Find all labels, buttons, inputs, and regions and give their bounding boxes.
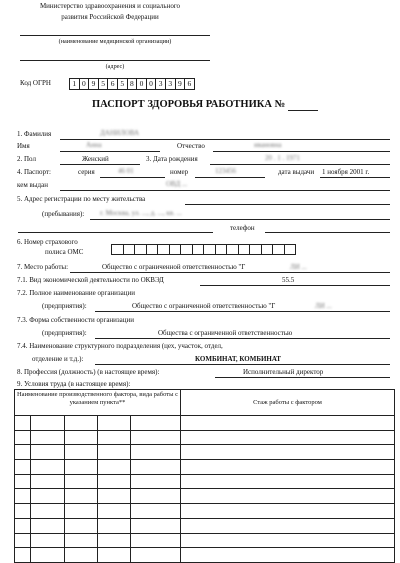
issue-date-value[interactable]: 1 ноября 2001 г.: [322, 168, 370, 176]
table-cell[interactable]: [65, 430, 98, 445]
table-row: [15, 445, 395, 460]
table-cell[interactable]: [181, 445, 395, 460]
table-row: [15, 489, 395, 504]
table-cell[interactable]: [181, 474, 395, 489]
table-cell[interactable]: [181, 416, 395, 431]
table-cell[interactable]: [98, 533, 131, 548]
table-row: [15, 474, 395, 489]
oms-label-line1: 6. Номер страхового: [17, 238, 78, 246]
table-cell[interactable]: [131, 460, 181, 475]
number-value[interactable]: 123456: [215, 167, 236, 175]
address-caption: (адрес): [105, 63, 125, 70]
birth-date-value[interactable]: 20 . 1 . 1971: [265, 154, 300, 162]
table-cell[interactable]: [181, 518, 395, 533]
ogrn-label: Код ОГРН: [20, 79, 51, 87]
table-cell[interactable]: [131, 533, 181, 548]
full-name-value-blurred: ЛИ ...: [315, 302, 332, 310]
table-cell[interactable]: [31, 548, 65, 563]
workplace-value[interactable]: Общество с ограниченной ответственностью "Г: [102, 263, 246, 271]
table-cell[interactable]: [181, 504, 395, 519]
issued-by-value[interactable]: ОВД ...: [166, 180, 188, 188]
table-cell[interactable]: [31, 430, 65, 445]
work-conditions-label: 9. Условия труда (в настоящее время):: [17, 380, 131, 388]
issue-date-line: [320, 177, 390, 178]
table-cell[interactable]: [98, 548, 131, 563]
org-name-line[interactable]: [20, 35, 210, 36]
table-cell[interactable]: [131, 504, 181, 519]
okved-line: [200, 285, 390, 286]
table-cell[interactable]: [15, 445, 31, 460]
table-cell[interactable]: [181, 430, 395, 445]
table-cell[interactable]: [31, 504, 65, 519]
table-row: [15, 548, 395, 563]
table-cell[interactable]: [98, 460, 131, 475]
table-cell[interactable]: [15, 504, 31, 519]
full-name-sub-label: (предприятия):: [42, 302, 87, 310]
ogrn-digit-cell[interactable]: 9: [175, 78, 186, 90]
table-cell[interactable]: [181, 533, 395, 548]
org-name-caption: (наименование медицинской организации): [58, 38, 172, 45]
profession-label: 8. Профессия (должность) (в настоящее время):: [17, 368, 160, 376]
address-line-2: [90, 219, 390, 220]
ogrn-digit-cell[interactable]: 0: [146, 78, 157, 90]
factor-experience-header: Стаж работы с фактором: [181, 390, 395, 416]
profession-value[interactable]: Исполнительный директор: [243, 368, 324, 376]
table-cell[interactable]: [65, 504, 98, 519]
surname-label: 1. Фамилия: [17, 130, 52, 138]
issued-by-line: [60, 190, 390, 191]
passport-label: 4. Паспорт:: [17, 168, 51, 176]
table-cell[interactable]: [31, 489, 65, 504]
series-value[interactable]: 46 01: [118, 167, 134, 175]
table-cell[interactable]: [31, 533, 65, 548]
table-cell[interactable]: [98, 416, 131, 431]
ogrn-digit-cell[interactable]: 0: [136, 78, 147, 90]
table-cell[interactable]: [98, 518, 131, 533]
table-cell[interactable]: [131, 518, 181, 533]
surname-value[interactable]: ДАНИЛОВА: [100, 129, 140, 137]
series-line: [100, 177, 165, 178]
ownership-value[interactable]: Общества с ограниченной ответственностью: [158, 329, 293, 337]
patronymic-value[interactable]: ивановна: [254, 141, 282, 149]
table-cell[interactable]: [15, 460, 31, 475]
table-cell[interactable]: [31, 518, 65, 533]
oms-cells[interactable]: [112, 244, 296, 255]
factor-name-header: Наименование производственного фактора, вида работы с указанием пункта**: [15, 390, 181, 416]
table-row: [15, 533, 395, 548]
address-line[interactable]: [20, 60, 210, 61]
ministry-line-1: Министерство здравоохранения и социального: [39, 2, 181, 10]
phone-label: телефон: [230, 224, 255, 232]
profession-line: [215, 377, 390, 378]
table-cell[interactable]: [98, 430, 131, 445]
table-row: [15, 518, 395, 533]
table-cell[interactable]: [65, 445, 98, 460]
table-cell[interactable]: [65, 474, 98, 489]
number-line: [195, 177, 265, 178]
issue-date-label: дата выдачи: [278, 168, 315, 176]
ministry-line-2: развития Российской Федерации: [61, 13, 159, 21]
series-label: серия: [78, 168, 95, 176]
table-cell[interactable]: [31, 445, 65, 460]
workplace-label: 7. Место работы:: [17, 263, 69, 271]
table-cell[interactable]: [31, 460, 65, 475]
address-value[interactable]: г. Москва, ул. ..., д. ..., кв. ...: [100, 209, 182, 217]
full-name-line: [95, 311, 390, 312]
ogrn-digit-cell[interactable]: 6: [107, 78, 118, 90]
table-cell[interactable]: [15, 548, 31, 563]
ogrn-digit-cell[interactable]: 6: [184, 78, 195, 90]
passport-number-line[interactable]: [288, 110, 318, 111]
workplace-value-blurred: ЛИ ...: [290, 263, 307, 271]
gender-line: [60, 164, 140, 165]
name-label: Имя: [17, 142, 30, 150]
ogrn-digit-cell[interactable]: 8: [127, 78, 138, 90]
address-line-3: [18, 232, 213, 233]
table-cell[interactable]: [65, 489, 98, 504]
table-cell[interactable]: [98, 474, 131, 489]
division-sub-label: отделение и т.д.):: [32, 355, 84, 363]
table-cell[interactable]: [131, 430, 181, 445]
table-cell[interactable]: [65, 533, 98, 548]
ogrn-digit-cell[interactable]: 0: [79, 78, 90, 90]
table-cell[interactable]: [31, 416, 65, 431]
ogrn-digit-cell[interactable]: 1: [69, 78, 80, 90]
table-cell[interactable]: [65, 518, 98, 533]
table-cell[interactable]: [98, 504, 131, 519]
table-cell[interactable]: [15, 430, 31, 445]
table-cell[interactable]: [131, 416, 181, 431]
ogrn-digit-cell[interactable]: 3: [155, 78, 166, 90]
table-cell[interactable]: [131, 548, 181, 563]
table-cell[interactable]: [98, 445, 131, 460]
table-row: [15, 504, 395, 519]
gender-label: 2. Пол: [17, 155, 36, 163]
ownership-sub-label: (предприятия):: [42, 329, 87, 337]
table-cell[interactable]: [15, 518, 31, 533]
table-cell[interactable]: [65, 460, 98, 475]
ownership-line: [95, 338, 390, 339]
table-cell[interactable]: [131, 474, 181, 489]
oms-label-line2: полиса ОМС: [45, 248, 84, 256]
full-name-label: 7.2. Полное наименование организации: [17, 289, 136, 297]
ogrn-digit-cell[interactable]: 9: [88, 78, 99, 90]
table-cell[interactable]: [131, 445, 181, 460]
table-cell[interactable]: [98, 489, 131, 504]
address-registration-label: 5. Адрес регистрации по месту жительства: [17, 195, 146, 203]
table-cell[interactable]: [15, 474, 31, 489]
full-name-value[interactable]: Общество с ограниченной ответственностью "Г: [132, 302, 276, 310]
oms-digit-cell[interactable]: [284, 244, 297, 255]
table-cell[interactable]: [181, 460, 395, 475]
table-cell[interactable]: [181, 548, 395, 563]
okved-label: 7.1. Вид экономической деятельности по ОКВЭД: [17, 276, 164, 284]
patronymic-line: [213, 151, 390, 152]
table-cell[interactable]: [15, 416, 31, 431]
table-cell[interactable]: [65, 548, 98, 563]
ownership-label: 7.3. Форма собственности организации: [17, 316, 135, 324]
workplace-line: [70, 272, 390, 273]
table-cell[interactable]: [15, 533, 31, 548]
gender-value[interactable]: Женский: [82, 155, 109, 163]
patronymic-label: Отчество: [177, 142, 205, 150]
ogrn-digit-cell[interactable]: 3: [165, 78, 176, 90]
table-cell[interactable]: [131, 489, 181, 504]
stay-label: (пребывания):: [42, 210, 85, 218]
issued-by-label: кем выдан: [17, 181, 48, 189]
name-line: [60, 151, 160, 152]
table-row: [15, 430, 395, 445]
table-row: [15, 416, 395, 431]
table-cell[interactable]: [181, 489, 395, 504]
factors-table: [14, 389, 395, 563]
phone-line[interactable]: [265, 232, 390, 233]
ogrn-cells[interactable]: [70, 78, 195, 90]
surname-line: [60, 139, 390, 140]
birth-date-line: [210, 164, 390, 165]
table-cell[interactable]: [65, 416, 98, 431]
ogrn-digit-cell[interactable]: 5: [117, 78, 128, 90]
division-line: [95, 364, 390, 365]
ogrn-digit-cell[interactable]: 5: [98, 78, 109, 90]
table-cell[interactable]: [31, 474, 65, 489]
page-title: ПАСПОРТ ЗДОРОВЬЯ РАБОТНИКА №: [92, 99, 286, 110]
name-value[interactable]: Анна: [86, 141, 102, 149]
division-label: 7.4. Наименование структурного подразделения (цех, участок, отдел,: [17, 342, 223, 350]
division-value[interactable]: КОМБИНАТ, КОМБИНАТ: [195, 355, 281, 363]
table-cell[interactable]: [15, 489, 31, 504]
birth-date-label: 3. Дата рождения: [146, 155, 198, 163]
okved-value[interactable]: 55.5: [282, 276, 295, 284]
address-line-1: [185, 204, 390, 205]
number-label: номер: [170, 168, 189, 176]
table-row: [15, 460, 395, 475]
